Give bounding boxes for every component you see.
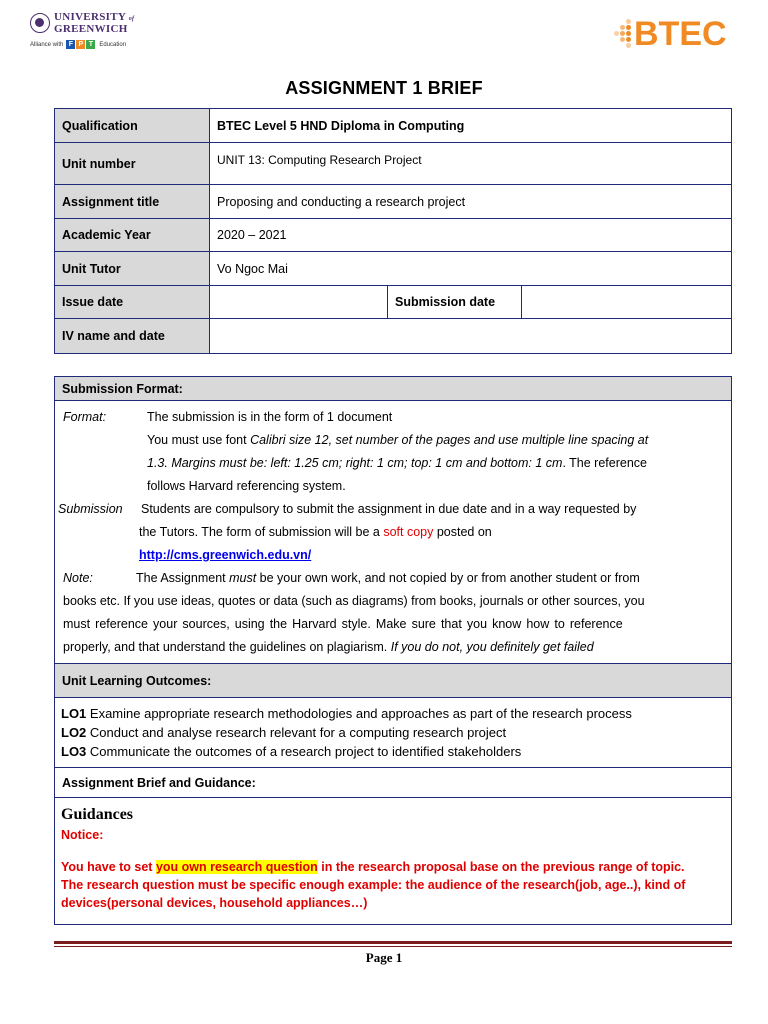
guidance-line-3: devices(personal devices, household appliances…) <box>61 896 368 910</box>
brief-guidance-header: Assignment Brief and Guidance: <box>55 768 732 798</box>
format-line-2: You must use font Calibri size 12, set number of the pages and use multiple line spacing at <box>147 433 649 447</box>
format-line-4: follows Harvard referencing system. <box>147 479 346 493</box>
cms-link[interactable]: http://cms.greenwich.edu.vn/ <box>139 548 312 562</box>
issue-date-value <box>210 286 388 319</box>
submission-format-body <box>55 401 732 664</box>
fpt-logo-icon: F P T <box>66 40 96 49</box>
notice-label: Notice: <box>61 828 104 842</box>
note-line-2: books etc. If you use ideas, quotes or data (such as diagrams) from books, journals or other sources, you <box>63 594 645 608</box>
table-row <box>55 664 732 698</box>
footer-rule-thick <box>54 941 732 944</box>
assignment-title-label: Assignment title <box>55 185 210 219</box>
submission-line-1: Students are compulsory to submit the assignment in due date and in a way requested by <box>141 502 637 516</box>
format-line-3: 1.3. Margins must be: left: 1.25 cm; right: 1 cm; top: 1 cm and bottom: 1 cm. The reference <box>147 456 647 470</box>
guidance-line-1: You have to set you own research question in the research proposal base on the previous range of topic. <box>61 860 685 874</box>
academic-year-label: Academic Year <box>55 219 210 252</box>
issue-date-label: Issue date <box>55 286 210 319</box>
table-row <box>55 698 732 768</box>
document-title: ASSIGNMENT 1 BRIEF <box>285 78 483 98</box>
iv-name-date-label: IV name and date <box>55 319 210 354</box>
learning-outcome-3: LO3 Communicate the outcomes of a research project to identified stakeholders <box>61 744 522 759</box>
table-row <box>55 286 732 319</box>
alliance-with-fpt: Alliance with F P T Education <box>30 41 127 48</box>
assignment-details-table <box>54 376 732 925</box>
assignment-info-table <box>54 108 732 354</box>
table-row <box>55 252 732 286</box>
academic-year-value: 2020 – 2021 <box>210 219 732 252</box>
table-row <box>55 319 732 354</box>
unit-tutor-label: Unit Tutor <box>55 252 210 286</box>
iv-name-date-value <box>210 319 732 354</box>
table-row <box>55 401 732 664</box>
btec-wordmark: BTEC <box>634 15 727 53</box>
greenwich-crest-icon <box>30 13 50 33</box>
table-row <box>55 768 732 798</box>
learning-outcome-1: LO1 Examine appropriate research methodologies and approaches as part of the research process <box>61 706 632 721</box>
table-row <box>55 143 732 185</box>
learning-outcomes-body <box>55 698 732 768</box>
assignment-title-value: Proposing and conducting a research project <box>210 185 732 219</box>
qualification-label: Qualification <box>55 109 210 143</box>
submission-format-header: Submission Format: <box>55 377 732 401</box>
table-row <box>55 377 732 401</box>
learning-outcome-2: LO2 Conduct and analyse research relevant for a computing research project <box>61 725 507 740</box>
submission-date-label: Submission date <box>388 286 522 319</box>
format-line-1: The submission is in the form of 1 document <box>147 410 393 424</box>
table-row <box>55 109 732 143</box>
unit-number-value: UNIT 13: Computing Research Project <box>210 143 732 185</box>
btec-dots-icon <box>612 17 634 51</box>
note-line-1: The Assignment must be your own work, and not copied by or from another student or from <box>136 571 640 585</box>
guidance-line-2: The research question must be specific enough example: the audience of the research(job, age..), kind of <box>61 878 686 892</box>
page-number: Page 1 <box>365 950 403 965</box>
note-label: Note: <box>63 571 93 585</box>
table-row <box>55 219 732 252</box>
submission-line-2: the Tutors. The form of submission will be a soft copy posted on <box>139 525 492 539</box>
submission-label: Submission <box>58 502 123 516</box>
note-line-3: must reference your sources, using the Harvard style. Make sure that you know how to reference <box>63 617 623 631</box>
btec-logo <box>612 14 747 54</box>
table-row <box>55 798 732 925</box>
submission-date-value <box>522 286 732 319</box>
format-label: Format: <box>63 410 107 424</box>
note-line-4: properly, and that understand the guidelines on plagiarism. If you do not, you definitely get failed <box>63 640 594 654</box>
greenwich-wordmark: UNIVERSITY of GREENWICH <box>54 11 135 35</box>
unit-tutor-value: Vo Ngoc Mai <box>210 252 732 286</box>
qualification-value: BTEC Level 5 HND Diploma in Computing <box>210 109 732 143</box>
university-of-greenwich-logo <box>30 12 150 60</box>
guidance-body <box>55 798 732 925</box>
unit-number-label: Unit number <box>55 143 210 185</box>
footer-rule-thin <box>54 946 732 947</box>
learning-outcomes-header: Unit Learning Outcomes: <box>55 664 732 698</box>
table-row <box>55 185 732 219</box>
guidances-title: Guidances <box>61 806 134 823</box>
